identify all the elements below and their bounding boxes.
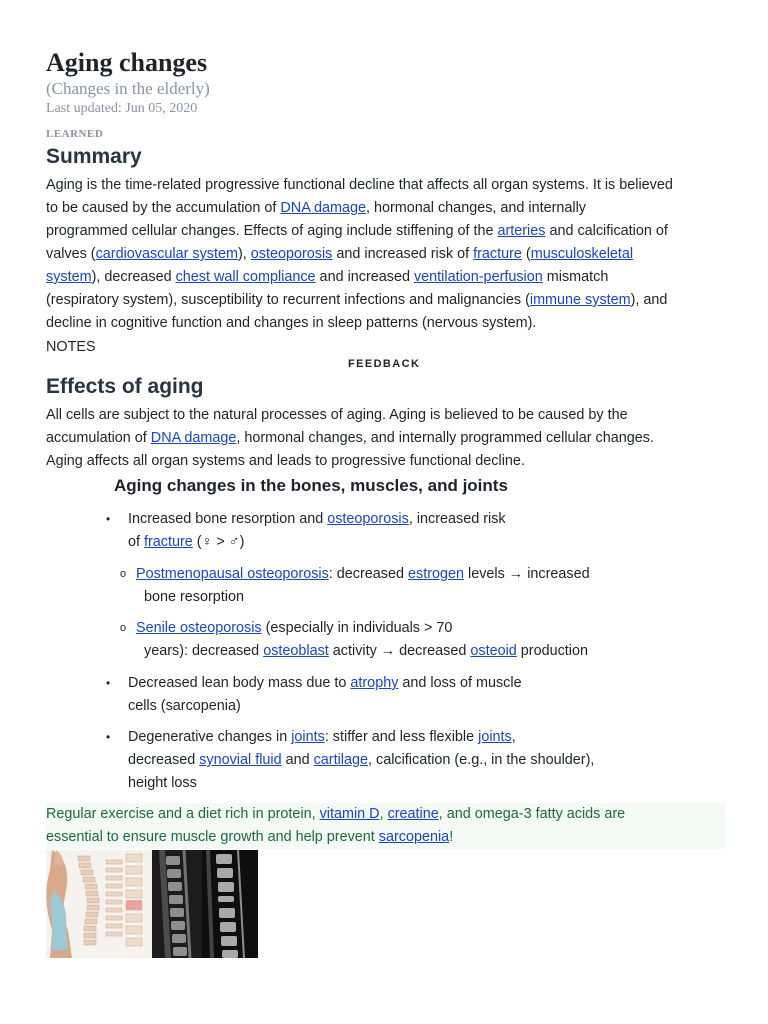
text-run: decreased [128, 752, 200, 768]
text-line [128, 695, 728, 718]
text-run: : stiffer and less flexible [324, 729, 479, 745]
text-run: and loss of muscle [398, 675, 522, 691]
text-run: Aging is the time-related progressive functional decline that affects all organ systems. It is believed [46, 177, 673, 193]
list-item [106, 508, 728, 554]
link-sarcopenia[interactable]: sarcopenia [378, 829, 450, 845]
link-osteoid[interactable]: osteoid [470, 643, 517, 659]
last-updated: Last updated: Jun 05, 2020 [46, 101, 198, 116]
bones-muscles-joints-heading: Aging changes in the bones, muscles, and joints [114, 476, 508, 495]
text-run: ! [449, 829, 454, 845]
status-badge: LEARNED [46, 128, 104, 140]
text-line [128, 749, 728, 772]
text-line [46, 427, 726, 450]
text-run: Increased bone resorption and [128, 511, 328, 527]
text-line [46, 174, 726, 197]
text-run: (respiratory system), susceptibility to recurrent infections and malignancies ( [46, 292, 530, 308]
text-run: ( [521, 246, 531, 262]
link-immune-system[interactable]: immune system [529, 292, 631, 308]
kyphosis-illustration [46, 850, 152, 958]
text-line [128, 531, 728, 554]
text-run: activity → decreased [328, 643, 471, 659]
text-run: Aging affects all organ systems and leads to progressive functional decline. [46, 453, 525, 469]
link-creatine[interactable]: creatine [387, 806, 439, 822]
text-line [46, 243, 726, 266]
text-line [46, 450, 726, 473]
text-run: of [128, 534, 144, 550]
text-run: valves ( [46, 246, 96, 262]
link-ventilation-perfusion[interactable]: ventilation-perfusion [413, 269, 543, 285]
text-run: years): decreased [144, 643, 264, 659]
text-run: bone resorption [144, 589, 245, 605]
text-run: essential to ensure muscle growth and help prevent [46, 829, 379, 845]
text-line [46, 312, 726, 335]
text-run: and increased risk of [332, 246, 474, 262]
list-item [106, 672, 728, 718]
bullet-marker: • [106, 512, 111, 526]
text-line [136, 640, 696, 663]
tip-box [46, 803, 726, 849]
link-atrophy[interactable]: atrophy [350, 675, 399, 691]
link-chest-wall-compliance[interactable]: chest wall compliance [175, 269, 316, 285]
text-run: Decreased lean body mass due to [128, 675, 351, 691]
text-line [46, 220, 726, 243]
link-osteoblast[interactable]: osteoblast [263, 643, 329, 659]
link-musculoskeletal[interactable]: musculoskeletal [530, 246, 634, 262]
spine-mri-image [152, 850, 258, 958]
link-arteries[interactable]: arteries [497, 223, 546, 239]
text-run: and calcification of [545, 223, 668, 239]
list-item [106, 726, 728, 795]
text-line [136, 617, 696, 640]
link-fracture[interactable]: fracture [144, 534, 193, 550]
link-cardiovascular-system[interactable]: cardiovascular system [95, 246, 238, 262]
text-run: All cells are subject to the natural processes of aging. Aging is believed to be caused by the [46, 407, 628, 423]
sub-bullet-marker: o [120, 622, 127, 634]
text-run: , [511, 729, 516, 745]
text-line [46, 803, 726, 826]
page-subtitle: (Changes in the elderly) [46, 79, 210, 98]
text-run: to be caused by the accumulation of [46, 200, 281, 216]
effects-paragraph [46, 404, 726, 473]
link-synovial-fluid[interactable]: synovial fluid [199, 752, 282, 768]
link-postmenopausal-osteoporosis[interactable]: Postmenopausal osteoporosis [136, 566, 329, 582]
text-run: , increased risk [408, 511, 506, 527]
text-run: production [516, 643, 588, 659]
text-run: (♀ > ♂) [192, 534, 245, 550]
text-run: Degenerative changes in [128, 729, 292, 745]
link-dna-damage[interactable]: DNA damage [280, 200, 366, 216]
link-senile-osteoporosis[interactable]: Senile osteoporosis [136, 620, 262, 636]
text-run: (especially in individuals > 70 [261, 620, 453, 636]
link-dna-damage[interactable]: DNA damage [150, 430, 237, 446]
text-line [128, 508, 728, 531]
text-run: , hormonal changes, and internally [366, 200, 586, 216]
text-run: Regular exercise and a diet rich in protein, [46, 806, 320, 822]
text-line [46, 197, 726, 220]
link-system[interactable]: system [46, 269, 92, 285]
effects-heading: Effects of aging [46, 375, 204, 398]
text-run: accumulation of [46, 430, 151, 446]
text-line [128, 672, 728, 695]
link-osteoporosis[interactable]: osteoporosis [327, 511, 409, 527]
text-line [128, 772, 728, 795]
text-run: , [379, 806, 388, 822]
text-line [46, 404, 726, 427]
bullet-marker: • [106, 676, 111, 690]
text-line [136, 586, 696, 609]
summary-heading: Summary [46, 145, 142, 168]
text-run: ), decreased [91, 269, 176, 285]
text-run: levels → increased [464, 566, 590, 582]
text-line [128, 726, 728, 749]
text-run: ), [237, 246, 251, 262]
link-fracture[interactable]: fracture [473, 246, 522, 262]
text-run: ), and [630, 292, 668, 308]
summary-paragraph [46, 174, 726, 335]
text-run: , and omega-3 fatty acids are [438, 806, 626, 822]
aging-spine-figure[interactable] [46, 850, 258, 958]
text-run: programmed cellular changes. Effects of aging include stiffening of the [46, 223, 498, 239]
sub-list-item [120, 617, 696, 663]
text-run: and increased [315, 269, 414, 285]
feedback-button[interactable]: FEEDBACK [348, 358, 421, 370]
text-run: decline in cognitive function and changes in sleep patterns (nervous system). [46, 315, 537, 331]
text-run: height loss [128, 775, 197, 791]
link-cartilage[interactable]: cartilage [313, 752, 369, 768]
link-estrogen[interactable]: estrogen [408, 566, 465, 582]
sub-list-item [120, 563, 696, 609]
text-line [136, 563, 696, 586]
text-run: , calcification (e.g., in the shoulder), [368, 752, 595, 768]
text-line [46, 826, 726, 849]
text-line [46, 266, 726, 289]
notes-label[interactable]: NOTES [46, 339, 96, 355]
text-run: and [281, 752, 314, 768]
link-joints[interactable]: joints [291, 729, 325, 745]
text-run: : decreased [328, 566, 408, 582]
link-joints[interactable]: joints [478, 729, 512, 745]
link-osteoporosis[interactable]: osteoporosis [250, 246, 333, 262]
text-line [46, 289, 726, 312]
bullet-marker: • [106, 730, 111, 744]
page-title: Aging changes [46, 48, 208, 77]
text-run: , hormonal changes, and internally programmed cellular changes. [236, 430, 654, 446]
text-run: mismatch [542, 269, 609, 285]
link-vitamin-d[interactable]: vitamin D [319, 806, 380, 822]
text-run: cells (sarcopenia) [128, 698, 241, 714]
sub-bullet-marker: o [120, 568, 127, 580]
